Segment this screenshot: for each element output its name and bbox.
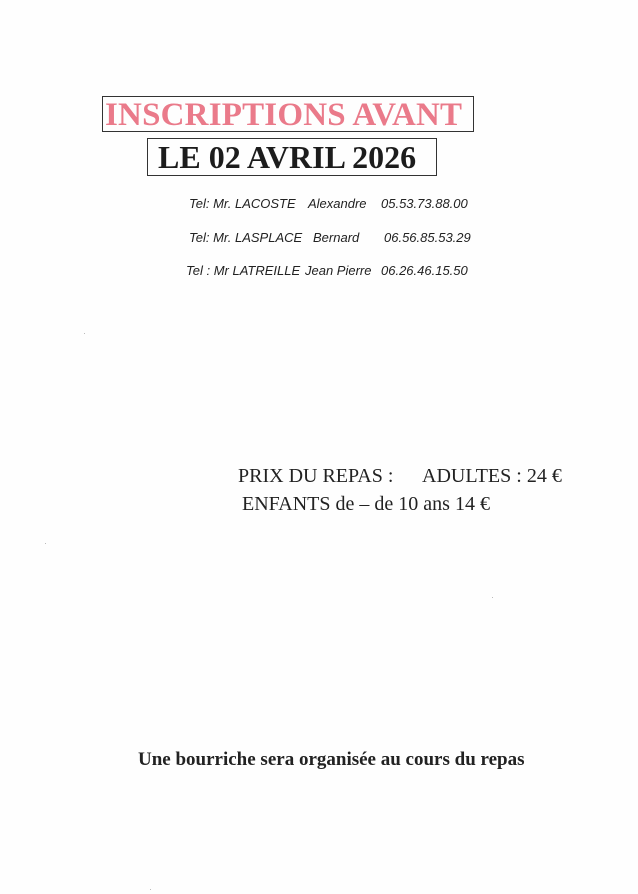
scan-speck [492,597,493,598]
deadline-date-box [147,138,437,176]
contact-first-name: Jean Pierre [305,263,372,278]
children-price: ENFANTS de – de 10 ans 14 € [242,493,490,515]
contact-prefix: Tel : Mr LATREILLE [186,263,301,278]
registration-deadline-box [102,96,474,132]
scan-speck [84,333,85,334]
contact-prefix: Tel: Mr. LACOSTE [189,196,296,211]
contact-first-name: Bernard [313,230,360,245]
contact-first-name: Alexandre [308,196,367,211]
adult-price: ADULTES : 24 € [422,465,562,487]
meal-price-label: PRIX DU REPAS : [238,465,394,487]
contact-phone: 05.53.73.88.00 [381,196,468,211]
contact-phone: 06.26.46.15.50 [381,263,468,278]
scan-speck [150,889,151,890]
registration-heading: INSCRIPTIONS AVANT [105,97,463,132]
raffle-announcement: Une bourriche sera organisée au cours du repas [138,749,525,770]
scan-speck [45,543,46,544]
contact-phone: 06.56.85.53.29 [384,230,471,245]
contact-prefix: Tel: Mr. LASPLACE [189,230,303,245]
deadline-date: LE 02 AVRIL 2026 [158,139,417,175]
